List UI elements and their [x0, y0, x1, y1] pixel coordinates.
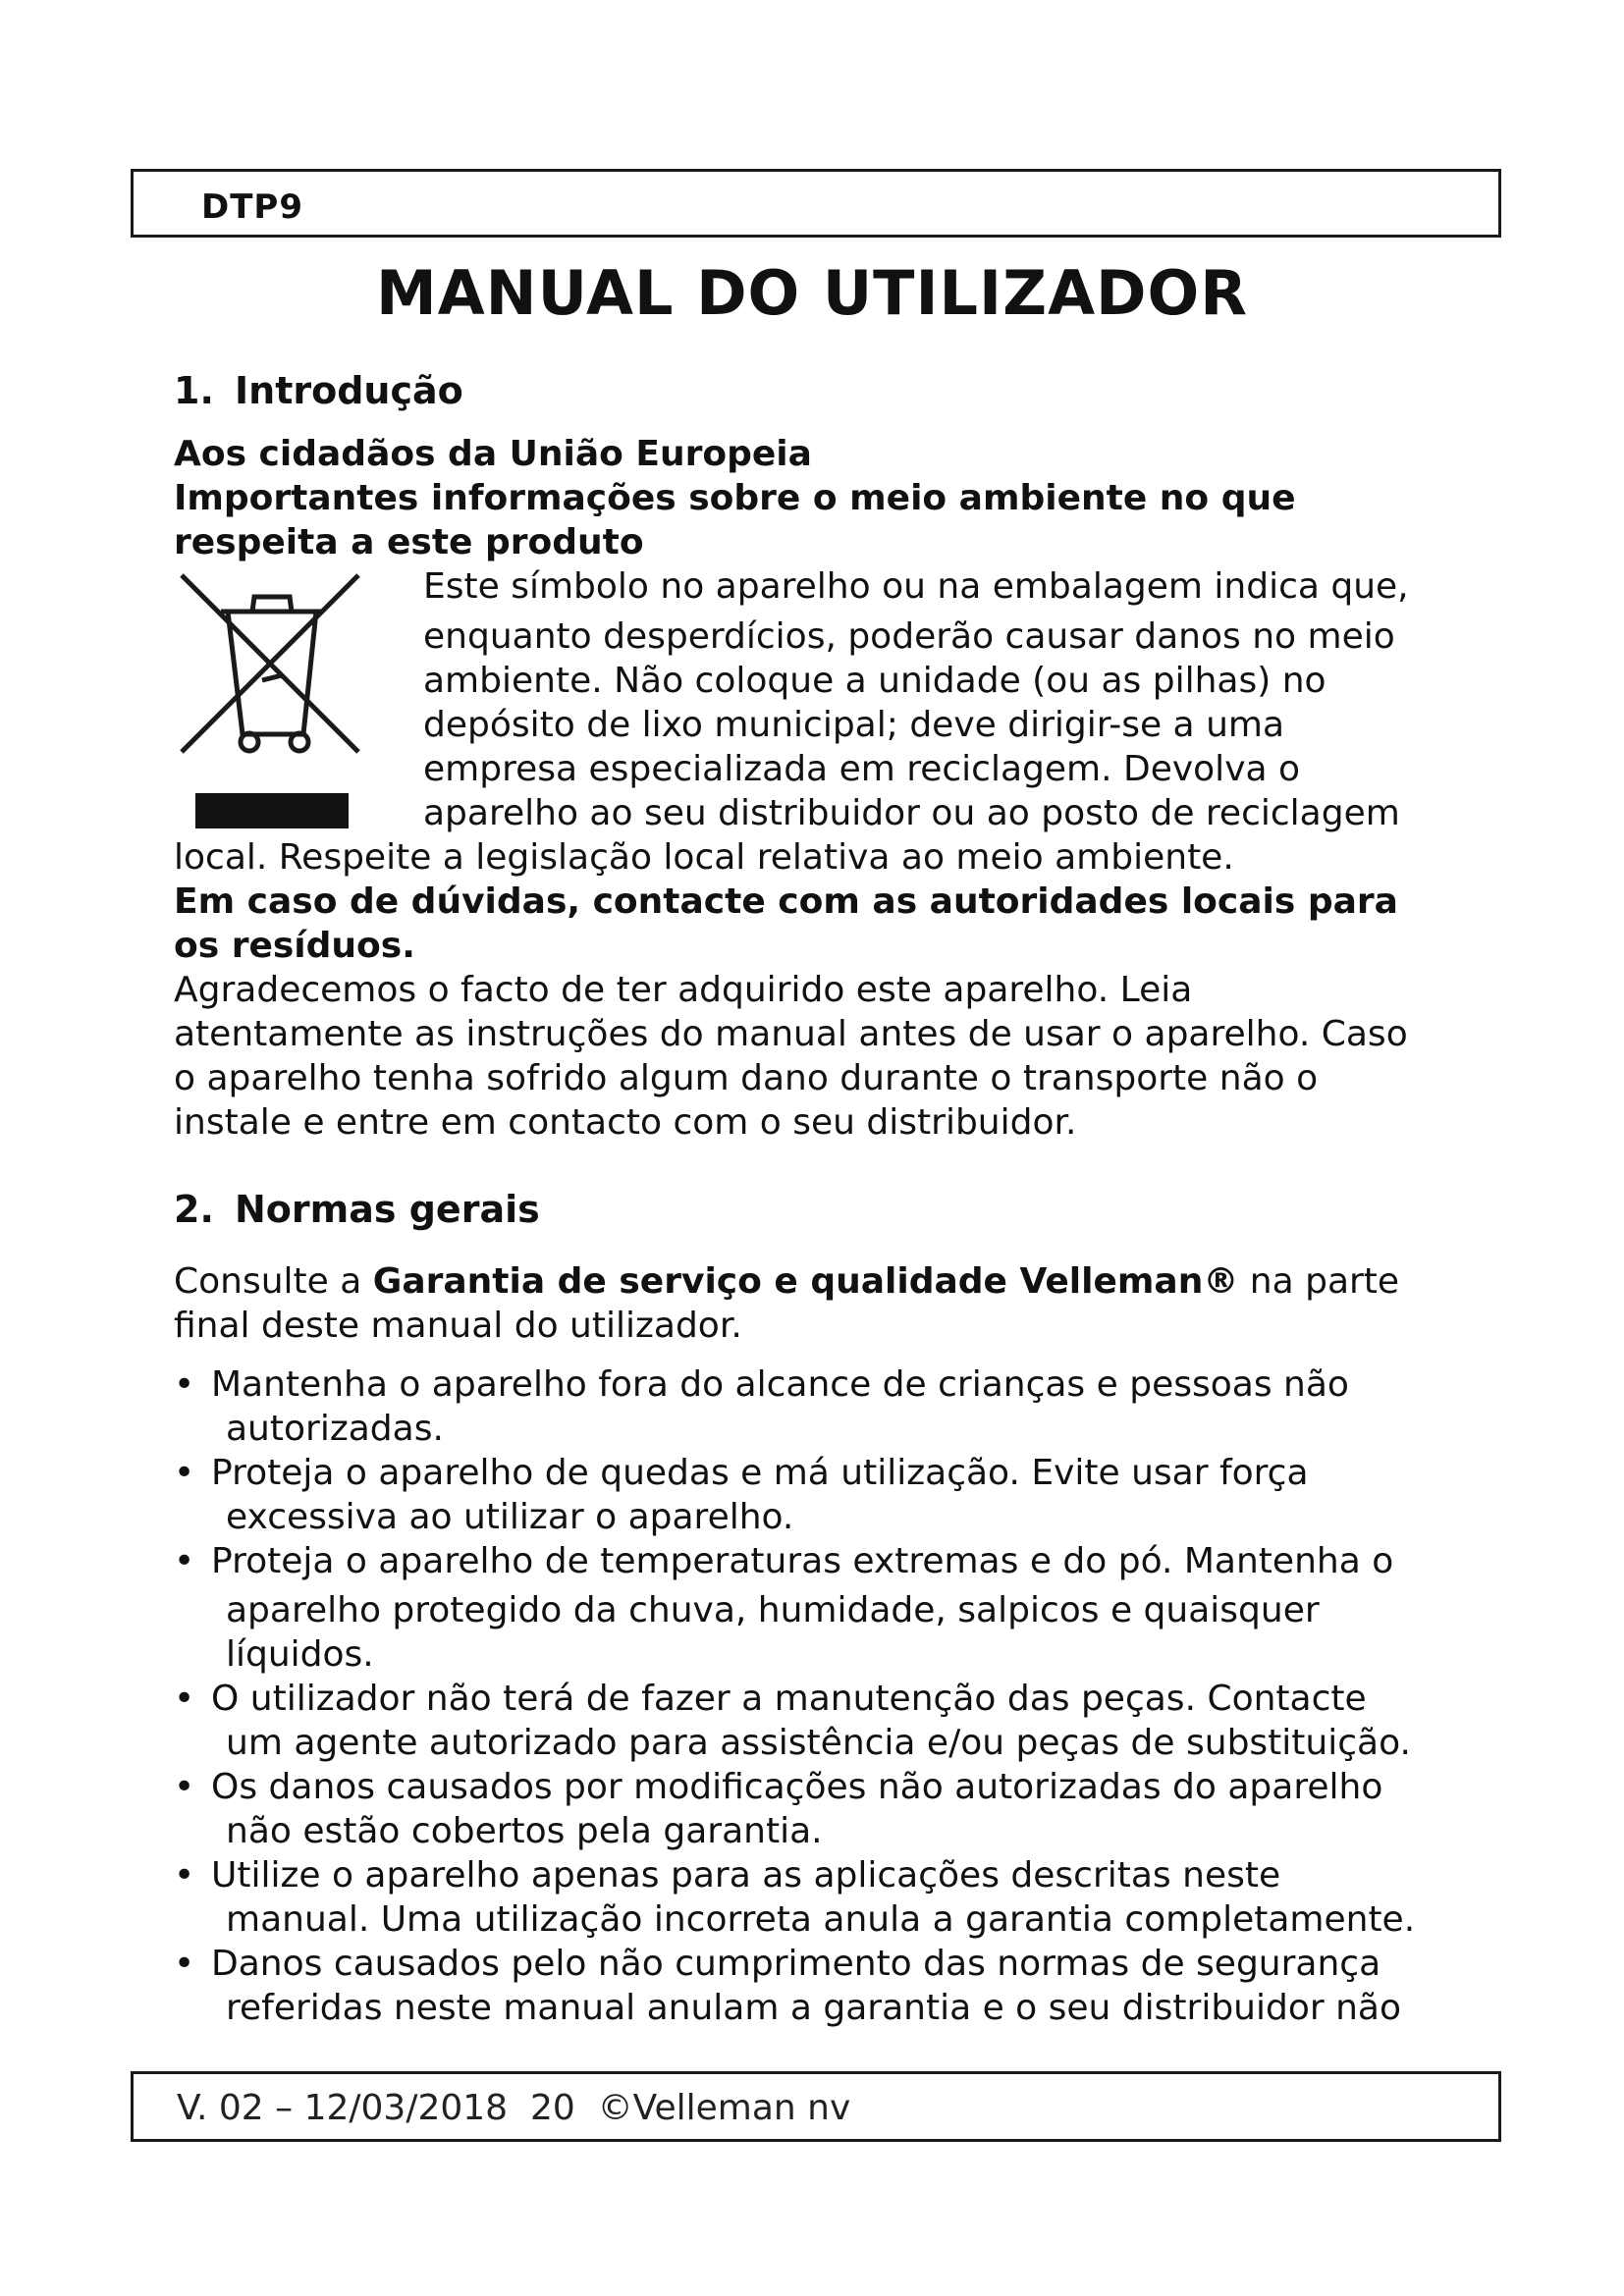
bullet-marker: • — [174, 1541, 195, 1581]
thanks-text-line: atentamente as instruções do manual antes de usar o aparelho. Caso — [174, 1014, 1408, 1054]
weee-text-line: enquanto desperdícios, poderão causar danos no meio — [423, 616, 1395, 657]
bullet-text-line: autorizadas. — [226, 1409, 444, 1449]
footer-box — [131, 2071, 1501, 2142]
bullet-text-line: não estão cobertos pela garantia. — [226, 1811, 823, 1851]
weee-text-line: empresa especializada em reciclagem. Devolva o — [423, 749, 1301, 789]
header-box — [131, 169, 1501, 238]
section-2-number: 2. — [174, 1188, 214, 1231]
bullet-marker: • — [174, 1453, 195, 1493]
bullet-marker: • — [174, 1364, 195, 1405]
weee-text-line: ambiente. Não coloque a unidade (ou as pilhas) no — [423, 661, 1326, 701]
bullet-text-line: O utilizador não terá de fazer a manutenção das peças. Contacte — [211, 1679, 1367, 1719]
bullet-text-line: aparelho protegido da chuva, humidade, salpicos e quaisquer — [226, 1590, 1320, 1630]
warranty-name: Garantia de serviço e qualidade Velleman® — [372, 1261, 1239, 1302]
weee-text-line: depósito de lixo municipal; deve dirigir-se a uma — [423, 705, 1285, 745]
bullet-text-line: referidas neste manual anulam a garantia e o seu distribuidor não — [226, 1988, 1402, 2028]
weee-text-line: local. Respeite a legislação local relativa ao meio ambiente. — [174, 837, 1234, 878]
thanks-text-line: Agradecemos o facto de ter adquirido este aparelho. Leia — [174, 970, 1193, 1010]
footer-version-page-copyright: V. 02 – 12/03/2018 20 ©Velleman nv — [177, 2088, 851, 2128]
bullet-text-line: Proteja o aparelho de quedas e má utilização. Evite usar força — [211, 1453, 1309, 1493]
bullet-text-line: excessiva ao utilizar o aparelho. — [226, 1497, 794, 1537]
weee-crossed-bin-icon — [174, 567, 370, 832]
eu-citizens-title: Aos cidadãos da União Europeia — [174, 434, 812, 474]
consult-warranty-line-2: final deste manual do utilizador. — [174, 1306, 742, 1346]
doubt-notice-line: Em caso de dúvidas, contacte com as autoridades locais para — [174, 881, 1398, 922]
section-1-heading — [174, 369, 463, 412]
bullet-text-line: Mantenha o aparelho fora do alcance de crianças e pessoas não — [211, 1364, 1349, 1405]
bullet-text-line: um agente autorizado para assistência e/ou peças de substituição. — [226, 1723, 1411, 1763]
weee-text-line: aparelho ao seu distribuidor ou ao posto de reciclagem — [423, 793, 1400, 833]
section-2-title: Normas gerais — [235, 1188, 540, 1231]
bullet-marker: • — [174, 1679, 195, 1719]
bullet-text-line: manual. Uma utilização incorreta anula a garantia completamente. — [226, 1899, 1416, 1940]
section-2-heading — [174, 1188, 540, 1231]
bullet-text-line: Danos causados pelo não cumprimento das normas de segurança — [211, 1944, 1381, 1984]
weee-text-line: Este símbolo no aparelho ou na embalagem indica que, — [423, 566, 1409, 607]
env-info-title-line-1: Importantes informações sobre o meio ambiente no que — [174, 478, 1296, 518]
thanks-text-line: instale e entre em contacto com o seu distribuidor. — [174, 1102, 1077, 1143]
env-info-title-line-2: respeita a este produto — [174, 522, 644, 562]
bullet-marker: • — [174, 1944, 195, 1984]
bullet-text-line: Utilize o aparelho apenas para as aplicações descritas neste — [211, 1855, 1281, 1896]
bullet-text-line: Os danos causados por modificações não autorizadas do aparelho — [211, 1767, 1383, 1807]
model-number: DTP9 — [201, 187, 303, 227]
consult-warranty-line — [174, 1259, 1399, 1304]
bullet-text-line: líquidos. — [226, 1634, 374, 1675]
bullet-marker: • — [174, 1855, 195, 1896]
bullet-text-line: Proteja o aparelho de temperaturas extremas e do pó. Mantenha o — [211, 1541, 1394, 1581]
consult-prefix: Consulte a — [174, 1261, 373, 1302]
page-title: MANUAL DO UTILIZADOR — [376, 257, 1248, 329]
bullet-marker: • — [174, 1767, 195, 1807]
thanks-text-line: o aparelho tenha sofrido algum dano durante o transporte não o — [174, 1058, 1319, 1098]
doubt-notice-line: os resíduos. — [174, 926, 415, 966]
consult-suffix: na parte — [1238, 1261, 1400, 1302]
section-1-title: Introdução — [235, 369, 463, 412]
section-1-number: 1. — [174, 369, 214, 412]
